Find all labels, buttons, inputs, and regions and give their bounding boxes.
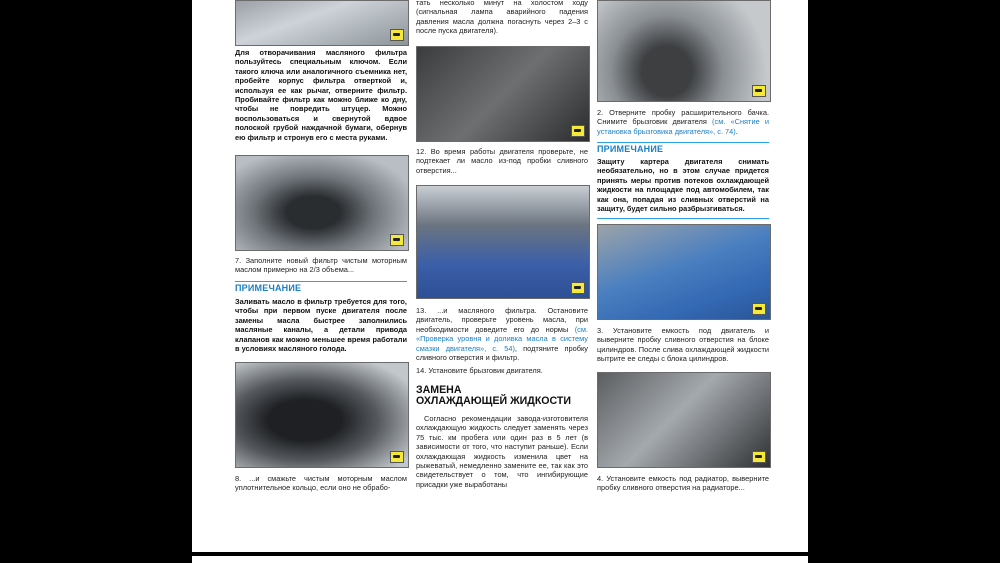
camera-badge-icon [390, 234, 404, 246]
continuation-text: тать несколько минут на холостом ходу (сигнальная лампа аварийного падения давления масла должна погаснуть через 2–3 с после пуска двигателя). [416, 0, 588, 36]
caption-step-13-tail: , подтяните пробку сливного отверстия и фильтр. [416, 343, 589, 363]
caption-step-4: 4. Установите емкость под радиатор, выверните пробку сливного отверстия на радиаторе... [597, 474, 769, 493]
photo-oiling-seal [235, 362, 409, 468]
note-text: Защиту картера двигателя снимать необязательно, но в этом случае придется принять меры против потеков охлаждающей жидкости на площадке под автомобилем, так как она, попадая из сливных отверстий на защиту, будет сильно разбрызгиваться. [597, 157, 769, 214]
note-heading: ПРИМЕЧАНИЕ [597, 142, 769, 154]
caption-step-3: 3. Установите емкость под двигатель и выверните пробку сливного отверстия на блоке цилиндров. После слива охлаждающей жидкости вытрите ее следы с блока цилиндров. [597, 326, 769, 364]
camera-badge-icon [390, 29, 404, 41]
filter-removal-text: Для отворачивания масляного фильтра пользуйтесь специальным ключом. Если такого ключа или аналогичного съемника нет, пробейте корпус фильтра отверткой и, используя ее как рычаг, отверните фильтр. Пробивайте фильтр как можно ближе ко дну, чтобы не повредить штуцер. Можно воспользоваться и свернутой вдвое полоской грубой наждачной бумаги, обернув ею фильтр и стронув его с места руками. [235, 48, 407, 142]
photo-oil-filter-installed [416, 185, 590, 299]
caption-step-12: 12. Во время работы двигателя проверьте, не подтекает ли масло из-под пробки сливного отверстия... [416, 147, 588, 175]
photo-oil-filter-wrench [235, 0, 409, 46]
note-heading: ПРИМЕЧАНИЕ [235, 281, 407, 293]
camera-badge-icon [571, 282, 585, 294]
caption-step-7: 7. Заполните новый фильтр чистым моторным маслом примерно на 2/3 объема... [235, 256, 407, 275]
next-page-edge [192, 556, 808, 563]
photo-block-drain-plug [597, 224, 771, 320]
caption-step-13-text: 13. ...и масляного фильтра. Остановите двигатель, проверьте уровень масла, при необходимости доведите его до нормы [416, 306, 588, 334]
camera-badge-icon [571, 125, 585, 137]
reference-link-splash-guard[interactable]: (см. «Снятие и установка брызговика двигателя», с. 74) [597, 117, 769, 136]
camera-badge-icon [390, 451, 404, 463]
note-end-rule [597, 218, 769, 219]
caption-step-2-text: 2. Отверните пробку расширительного бачка. Снимите брызговик двигателя [597, 108, 769, 127]
camera-badge-icon [752, 451, 766, 463]
camera-badge-icon [752, 85, 766, 97]
caption-step-2-tail: . [735, 126, 738, 136]
caption-step-13 [416, 306, 588, 362]
coolant-body-text: Согласно рекомендации завода-изготовителя охлаждающую жидкость следует заменять через 75 тыс. км пробега или один раз в 5 лет (в зависимости от того, что наступит раньше). Если охлаждающая жидкость изменила цвет на рыжеватый, немедленно замените ее, так как это свидетельствует о том, что ингибирующие присадки уже выработаны [416, 414, 588, 489]
section-title-line-2: ОХЛАЖДАЮЩЕЙ ЖИДКОСТИ [416, 395, 572, 407]
caption-step-2 [597, 108, 769, 136]
note-text: Заливать масло в фильтр требуется для того, чтобы при первом пуске двигателя после замены масла быстрее заполнились масляные каналы, а детали привода клапанов как можно меньшее время работали в условиях масляного голода. [235, 297, 407, 354]
photo-radiator-drain [597, 372, 771, 468]
photo-filling-filter [235, 155, 409, 251]
photo-drain-plug [416, 46, 590, 142]
caption-step-14: 14. Установите брызговик двигателя. [416, 366, 543, 375]
reference-link-oil-level[interactable]: (см. «Проверка уровня и доливка масла в систему смазки двигателя», с. 54) [416, 324, 588, 353]
photo-expansion-tank [597, 0, 771, 102]
caption-step-8: 8. ...и смажьте чистым моторным маслом уплотнительное кольцо, если оно не обрабо- [235, 474, 407, 493]
section-title-line-1: ЗАМЕНА [416, 384, 462, 396]
manual-page [192, 0, 808, 552]
camera-badge-icon [752, 303, 766, 315]
